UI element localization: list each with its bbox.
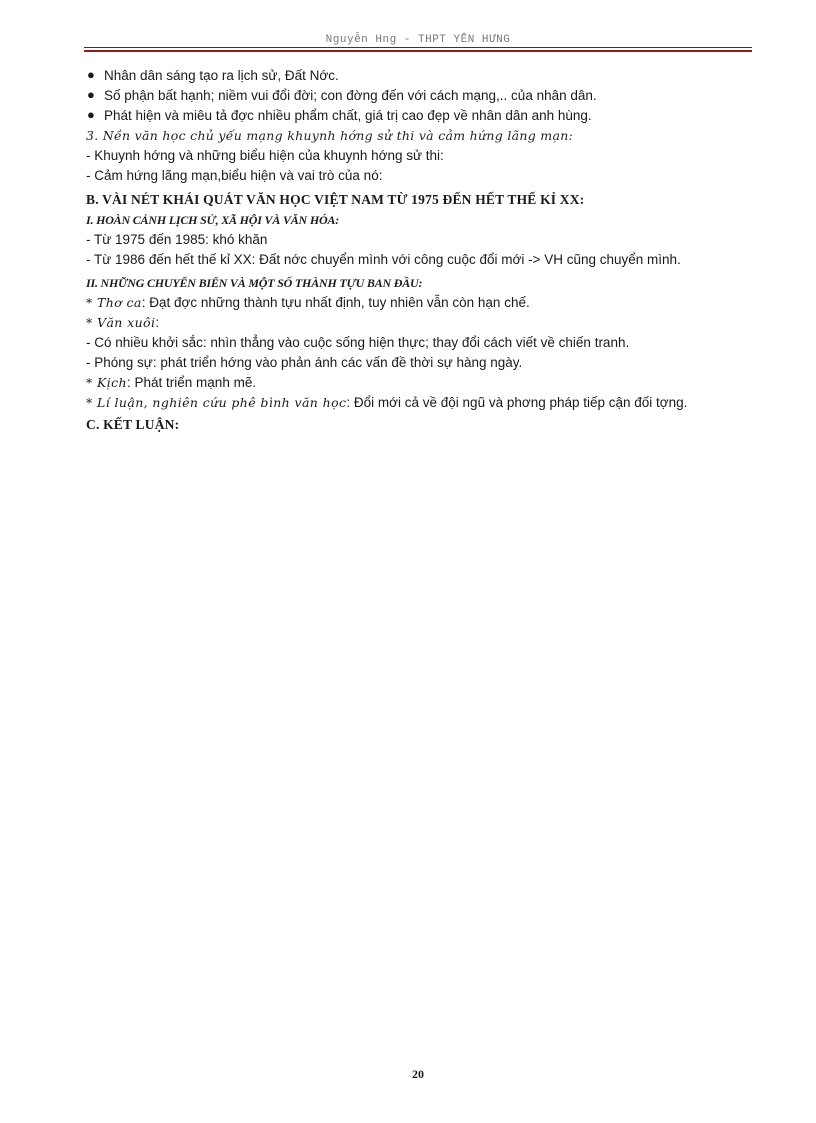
section-3-line: - Khuynh hớng và những biểu hiện của khuynh hớng sử thi: <box>86 148 444 163</box>
section-3-line: - Cảm hứng lãng mạn,biểu hiện và vai trò của nó: <box>86 168 383 183</box>
bullet-text: Phát hiện và miêu tả đợc nhiều phẩm chất, giá trị cao đẹp về nhân dân anh hùng. <box>104 108 592 123</box>
section-i-line: - Từ 1975 đến 1985: khó khăn <box>86 232 268 247</box>
ly-luan-label: * Lí luận, nghiên cứu phê bình văn học <box>86 395 347 410</box>
van-xuoi-text: : <box>155 315 160 330</box>
tho-ca-label: * Thơ ca <box>86 295 142 310</box>
ly-luan-text: : Đổi mới cả về đội ngũ và phơng pháp tiếp cận đối tợng. <box>346 395 688 410</box>
kich-label: * Kịch <box>86 375 128 390</box>
section-i-title: I. HOÀN CẢNH LỊCH SỬ, XÃ HỘI VÀ VĂN HÓA: <box>86 213 340 227</box>
bullet-text: Nhân dân sáng tạo ra lịch sử, Đất Nớc. <box>104 68 339 83</box>
tho-ca-text: : Đạt đợc những thành tựu nhất định, tuy nhiên vẫn còn hạn chế. <box>141 295 530 310</box>
bullet-item <box>86 106 750 126</box>
kich-text: : Phát triển mạnh mẽ. <box>127 375 257 390</box>
bullet-icon: ● <box>87 107 95 122</box>
part-c-title: C. KẾT LUẬN: <box>86 417 180 432</box>
bullet-icon: ● <box>87 67 95 82</box>
part-b-title: B. VÀI NÉT KHÁI QUÁT VĂN HỌC VIỆT NAM TỪ 1975 ĐẾN HẾT THẾ KỈ XX: <box>86 192 585 207</box>
van-xuoi-detail: - Phóng sự: phát triển hớng vào phản ánh các vấn đề thời sự hàng ngày. <box>86 355 523 370</box>
kich-line <box>86 373 750 393</box>
bullet-icon: ● <box>87 87 95 102</box>
van-xuoi-line <box>86 313 750 333</box>
bullet-item <box>86 86 750 106</box>
ly-luan-line <box>86 393 750 413</box>
header-rule-top <box>84 47 752 48</box>
van-xuoi-label: * Văn xuôi <box>86 315 156 330</box>
header-rule-bottom <box>84 50 752 52</box>
section-3-title: 3. Nền văn học chủ yếu mạng khuynh hớng sử thi và cảm hứng lãng mạn: <box>86 128 574 143</box>
section-i-line: - Từ 1986 đến hết thế kỉ XX: Đất nớc chuyển mình với công cuộc đổi mới -> VH cũng chuyển mình. <box>86 252 681 267</box>
bullet-item <box>86 66 750 86</box>
bullet-text: Số phận bất hạnh; niềm vui đổi đời; con đờng đến với cách mạng,.. của nhân dân. <box>104 88 597 103</box>
van-xuoi-detail: - Có nhiều khởi sắc: nhìn thẳng vào cuộc sống hiện thực; thay đổi cách viết về chiến tranh. <box>86 335 630 350</box>
section-ii-title: II. NHỮNG CHUYỂN BIẾN VÀ MỘT SỐ THÀNH TỰU BAN ĐẦU: <box>86 276 423 290</box>
page-body <box>86 66 750 435</box>
tho-ca-line <box>86 293 750 313</box>
running-head: Nguyễn Hng - THPT YÊN HƯNG <box>325 34 511 46</box>
page-number: 20 <box>412 1067 424 1081</box>
